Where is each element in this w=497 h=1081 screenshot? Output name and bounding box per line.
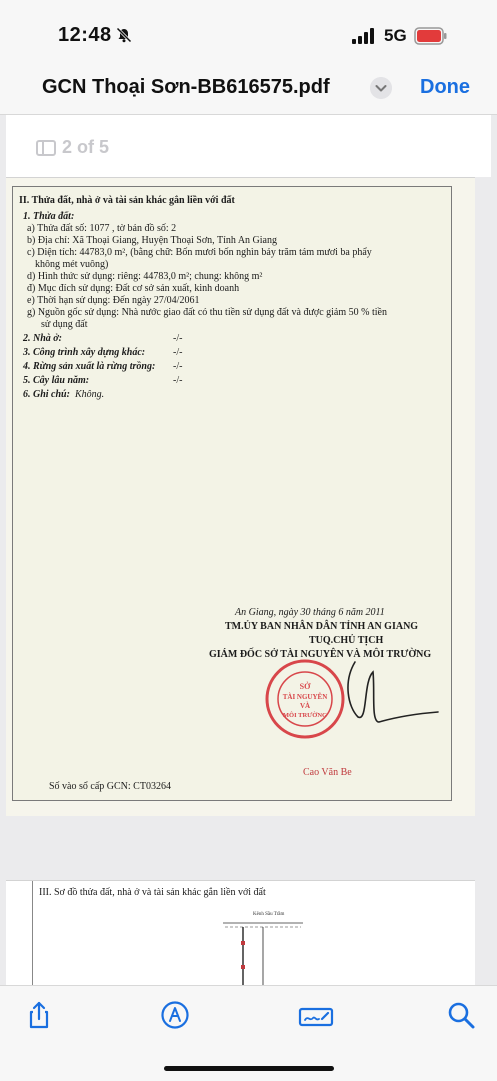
house-heading: 2. Nhà ở: xyxy=(23,333,62,344)
construction-heading: 3. Công trình xây dựng khác: xyxy=(23,347,146,358)
certificate-number: Số vào sổ cấp GCN: CT03264 xyxy=(49,781,171,792)
authority-line-2: TUQ.CHỦ TỊCH xyxy=(309,635,384,646)
clock: 12:48 xyxy=(58,24,112,46)
issue-date: An Giang, ngày 30 tháng 6 năm 2011 xyxy=(235,607,385,618)
parcel-heading: 1. Thửa đất: xyxy=(23,211,75,222)
signer-name: Cao Văn Be xyxy=(303,767,352,778)
note-value: Không. xyxy=(75,389,105,400)
authority-line-3: GIÁM ĐỐC SỞ TÀI NGUYÊN VÀ MÔI TRƯỜNG xyxy=(209,649,432,660)
svg-text:TÀI NGUYÊN: TÀI NGUYÊN xyxy=(282,693,328,701)
page2-title: III. Sơ đồ thửa đất, nhà ở và tài sản khác gắn liền với đất xyxy=(39,887,266,898)
section-title: II. Thửa đất, nhà ở và tài sản khác gắn liền với đất xyxy=(19,195,235,206)
parcel-address: b) Địa chỉ: Xã Thoại Giang, Huyện Thoại Sơn, Tỉnh An Giang xyxy=(27,235,277,246)
battery-icon xyxy=(414,27,448,45)
usage-origin-cont: sử dụng đất xyxy=(41,319,88,330)
parcel-map-sketch xyxy=(213,907,313,985)
page2-frame xyxy=(32,881,453,985)
page-indicator xyxy=(36,137,109,158)
bell-slash-icon xyxy=(116,27,132,43)
forest-heading: 4. Rừng sản xuất là rừng trồng: xyxy=(23,361,156,372)
forest-value: -/- xyxy=(173,361,183,372)
certificate-frame xyxy=(12,186,452,801)
done-button[interactable]: Done xyxy=(420,76,470,98)
parcel-area: c) Diện tích: 44783,0 m², (bằng chữ: Bốn mươi bốn nghìn bảy trăm tám mươi ba phẩy xyxy=(27,247,372,258)
network-type: 5G xyxy=(384,26,407,45)
usage-form: d) Hình thức sử dụng: riêng: 44783,0 m²; chung: không m² xyxy=(27,271,263,282)
pdf-page-next xyxy=(6,880,475,985)
pdf-viewer[interactable] xyxy=(0,115,497,985)
svg-text:VÀ: VÀ xyxy=(299,702,311,710)
page-indicator-label: 2 of 5 xyxy=(62,137,110,157)
house-value: -/- xyxy=(173,333,183,344)
markup-icon[interactable] xyxy=(160,1000,190,1030)
home-indicator[interactable] xyxy=(164,1066,334,1071)
share-icon[interactable] xyxy=(24,1000,54,1030)
parcel-area-cont: không mét vuông) xyxy=(35,259,109,270)
usage-origin: g) Nguồn gốc sử dụng: Nhà nước giao đất có thu tiền sử dụng đất và được giảm 50 % tiền xyxy=(27,307,387,318)
authority-line-1: TM.ỦY BAN NHÂN DÂN TỈNH AN GIANG xyxy=(225,621,419,632)
svg-text:SỞ: SỞ xyxy=(299,682,311,691)
status-bar xyxy=(0,0,497,62)
construction-value: -/- xyxy=(173,347,183,358)
document-title[interactable]: GCN Thoại Sơn-BB616575.pdf xyxy=(42,76,330,98)
pdf-page xyxy=(6,177,475,816)
map-canal-label: Kênh Sầu Trầm xyxy=(253,912,285,917)
page-thumbnail-icon xyxy=(36,140,56,156)
usage-term: e) Thời hạn sử dụng: Đến ngày 27/04/2061 xyxy=(27,295,200,306)
parcel-number: a) Thửa đất số: 1077 , tờ bản đồ số: 2 xyxy=(27,223,177,234)
note-heading: 6. Ghi chú: xyxy=(23,389,70,400)
svg-text:MÔI TRƯỜNG: MÔI TRƯỜNG xyxy=(282,712,328,719)
perennial-value: -/- xyxy=(173,375,183,386)
signature-icon[interactable] xyxy=(298,1000,334,1030)
document-title-bar xyxy=(0,62,497,115)
perennial-heading: 5. Cây lâu năm: xyxy=(23,375,90,386)
signature-mark xyxy=(313,652,443,752)
chevron-down-icon[interactable] xyxy=(370,77,392,99)
previous-page-bottom xyxy=(6,115,491,177)
search-icon[interactable] xyxy=(446,1000,476,1030)
signal-icon xyxy=(352,28,376,44)
usage-purpose: đ) Mục đích sử dụng: Đất cơ sở sản xuất, kinh doanh xyxy=(27,283,240,294)
